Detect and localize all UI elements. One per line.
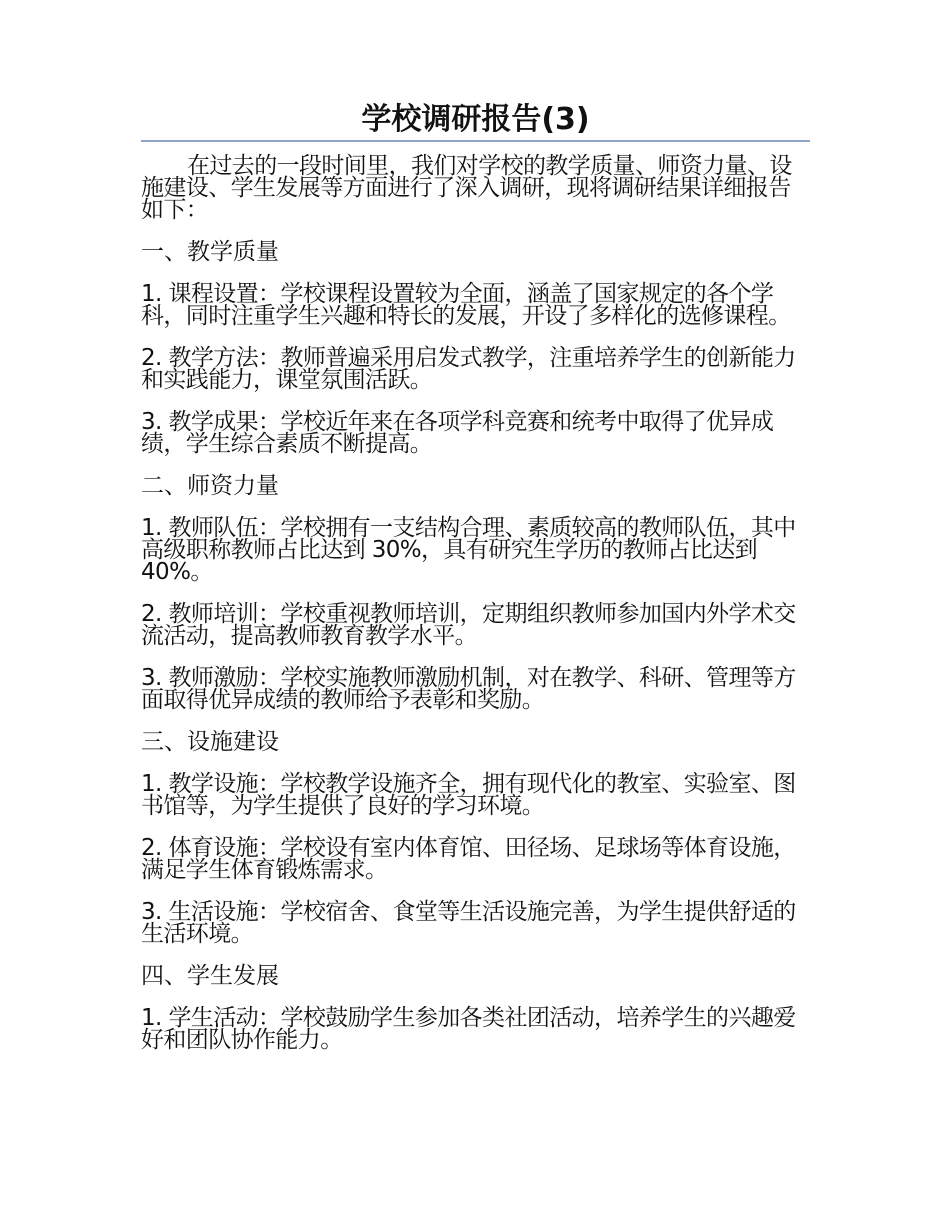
section-facilities — [141, 731, 810, 945]
section-heading: 三、设施建设 — [141, 729, 279, 755]
section-item: 1. 课程设置：学校课程设置较为全面，涵盖了国家规定的各个学科，同时注重学生兴趣和特长的发展，开设了多样化的选修课程。 — [141, 281, 791, 329]
section-student-development — [141, 965, 810, 1051]
section-faculty — [141, 475, 810, 711]
section-item: 1. 教学设施：学校教学设施齐全，拥有现代化的教室、实验室、图书馆等，为学生提供了良好的学习环境。 — [141, 771, 796, 819]
section-item: 3. 生活设施：学校宿舍、食堂等生活设施完善，为学生提供舒适的生活环境。 — [141, 899, 796, 947]
intro-paragraph: 在过去的一段时间里，我们对学校的教学质量、师资力量、设施建设、学生发展等方面进行了深入调研，现将调研结果详细报告如下： — [141, 153, 792, 223]
section-item: 2. 教师培训：学校重视教师培训，定期组织教师参加国内外学术交流活动，提高教师教育教学水平。 — [141, 601, 796, 649]
section-item: 1. 学生活动：学校鼓励学生参加各类社团活动，培养学生的兴趣爱好和团队协作能力。 — [141, 1005, 796, 1053]
section-heading: 二、师资力量 — [141, 473, 279, 499]
section-heading: 四、学生发展 — [141, 963, 279, 989]
section-item: 3. 教师激励：学校实施教师激励机制，对在教学、科研、管理等方面取得优异成绩的教师给予表彰和奖励。 — [141, 665, 796, 713]
title-underline — [141, 140, 810, 142]
document-title: 学校调研报告(3) — [361, 102, 590, 137]
section-teaching-quality — [141, 241, 810, 455]
section-item: 2. 教学方法：教师普遍采用启发式教学，注重培养学生的创新能力和实践能力，课堂氛围活跃。 — [141, 345, 796, 393]
section-item: 2. 体育设施：学校设有室内体育馆、田径场、足球场等体育设施，满足学生体育锻炼需求。 — [141, 835, 796, 883]
section-item: 1. 教师队伍：学校拥有一支结构合理、素质较高的教师队伍，其中高级职称教师占比达到 30%，具有研究生学历的教师占比达到 40%。 — [141, 515, 796, 585]
section-item: 3. 教学成果：学校近年来在各项学科竞赛和统考中取得了优异成绩，学生综合素质不断提高。 — [141, 409, 774, 457]
document-page — [141, 100, 810, 1071]
section-heading: 一、教学质量 — [141, 239, 279, 265]
